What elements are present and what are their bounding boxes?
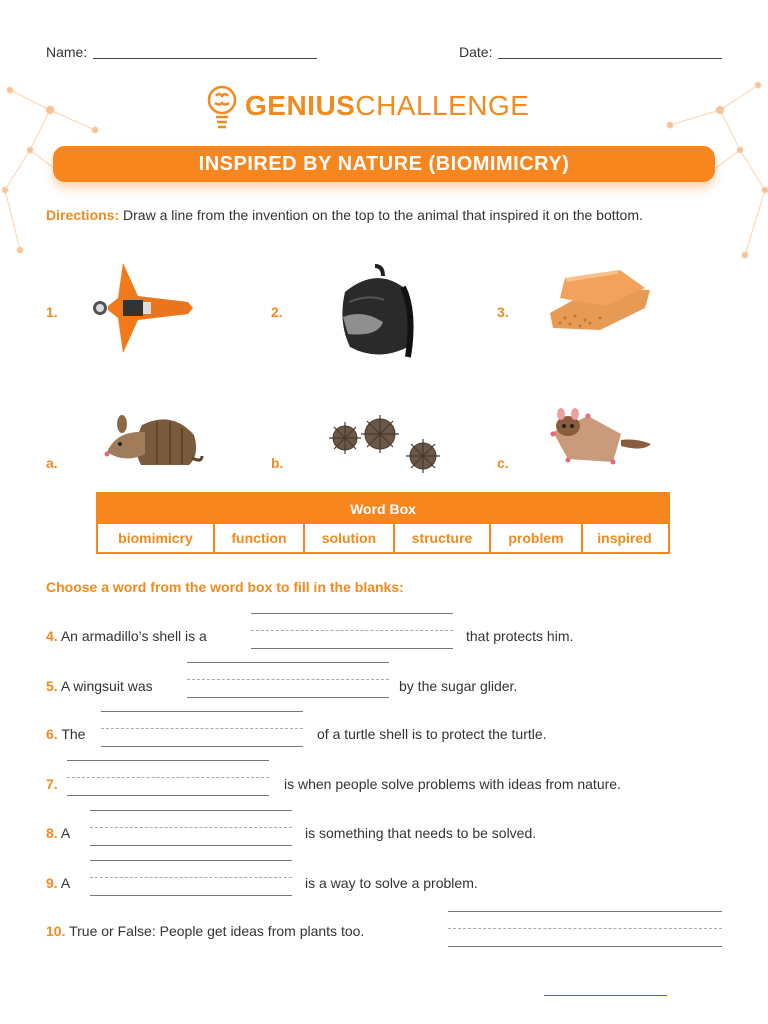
date-label: Date:: [459, 44, 493, 60]
question-4-after: that protects him.: [466, 628, 574, 644]
answer-blank-9[interactable]: [90, 860, 292, 896]
animal-letter-b: b.: [271, 455, 284, 471]
question-8-after: is something that needs to be solved.: [305, 825, 537, 841]
brand-logo: [245, 90, 529, 122]
velcro-icon: [545, 268, 655, 334]
question-number: 6.: [46, 726, 58, 742]
question-5: [46, 678, 153, 694]
directions-label: Directions:: [46, 207, 120, 223]
question-text-before: A: [60, 825, 71, 841]
word-structure: structure: [393, 524, 489, 552]
question-4: [46, 628, 207, 644]
armadillo-icon: [102, 410, 202, 468]
word-solution: solution: [303, 524, 393, 552]
answer-blank-4[interactable]: [251, 613, 453, 649]
lightbulb-brain-icon: [206, 84, 238, 134]
word-problem: problem: [489, 524, 581, 552]
animal-letter-a: a.: [46, 455, 58, 471]
invention-number-1: 1.: [46, 304, 58, 320]
answer-blank-8[interactable]: [90, 810, 292, 846]
question-number: 7.: [46, 776, 58, 792]
question-5-after: by the sugar glider.: [399, 678, 518, 694]
question-9: [46, 875, 70, 891]
backpack-icon: [335, 262, 417, 360]
invention-number-2: 2.: [271, 304, 283, 320]
directions: [46, 205, 716, 226]
word-inspired: inspired: [581, 524, 666, 552]
question-number: 4.: [46, 628, 58, 644]
question-number: 8.: [46, 825, 58, 841]
wingsuit-icon: [88, 258, 198, 358]
sugar-glider-icon: [543, 404, 658, 468]
question-text-before: The: [61, 726, 86, 742]
name-field[interactable]: [93, 58, 317, 59]
word-function: function: [213, 524, 303, 552]
question-7-after: is when people solve problems with ideas from nature.: [284, 776, 621, 792]
question-7: [46, 776, 58, 792]
question-text-before: A: [60, 875, 71, 891]
answer-blank-7[interactable]: [67, 760, 269, 796]
question-number: 10.: [46, 923, 66, 939]
question-6-after: of a turtle shell is to protect the turtle.: [317, 726, 547, 742]
question-9-after: is a way to solve a problem.: [305, 875, 478, 891]
directions-text: Draw a line from the invention on the top to the animal that inspired it on the bottom.: [123, 207, 643, 223]
invention-number-3: 3.: [497, 304, 509, 320]
brand-bold: GENIUS: [245, 90, 356, 121]
animal-letter-c: c.: [497, 455, 509, 471]
question-6: [46, 726, 85, 742]
question-8: [46, 825, 70, 841]
question-text-before: An armadillo’s shell is a: [60, 628, 207, 644]
question-text-before: True or False: People get ideas from plants too.: [69, 923, 365, 939]
title-banner: INSPIRED BY NATURE (BIOMIMICRY): [53, 146, 715, 182]
word-box: [96, 492, 670, 554]
word-box-title: Word Box: [98, 494, 668, 524]
brand-light: CHALLENGE: [355, 90, 530, 121]
answer-blank-10[interactable]: [448, 911, 722, 947]
question-text-before: A wingsuit was: [60, 678, 153, 694]
question-10: [46, 923, 364, 939]
question-number: 5.: [46, 678, 58, 694]
fill-instructions: Choose a word from the word box to fill in the blanks:: [46, 579, 404, 595]
word-biomimicry: biomimicry: [118, 530, 193, 546]
word-box-row: [98, 524, 668, 552]
answer-blank-5[interactable]: [187, 662, 389, 698]
answer-blank-6[interactable]: [101, 711, 303, 747]
question-number: 9.: [46, 875, 58, 891]
date-field[interactable]: [498, 58, 722, 59]
burrs-icon: [325, 414, 445, 474]
name-label: Name:: [46, 44, 88, 60]
footer-link[interactable]: [544, 995, 667, 996]
